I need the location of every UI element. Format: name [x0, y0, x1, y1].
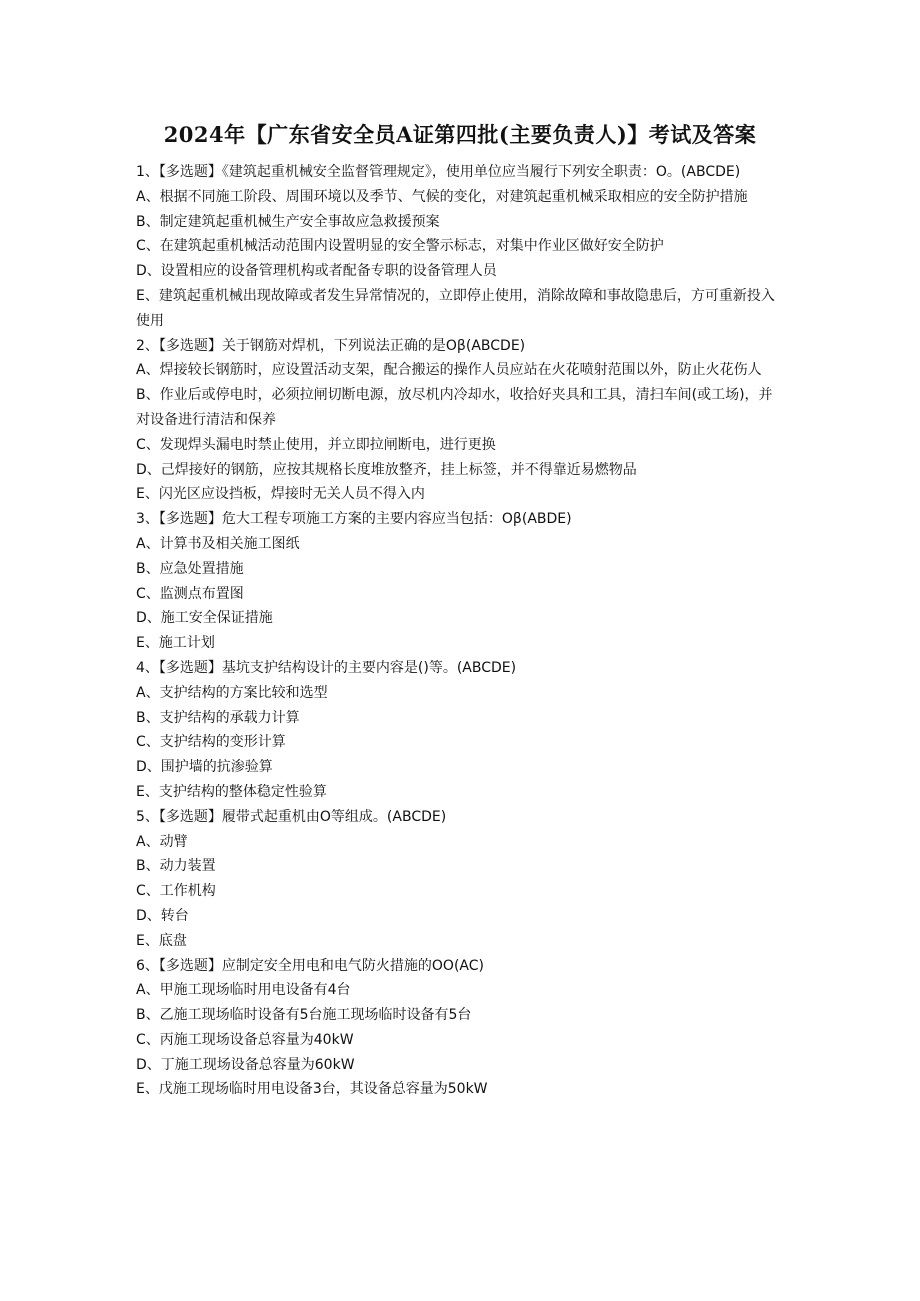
document-title: 2024年【广东省安全员A证第四批(主要负责人)】考试及答案: [163, 122, 757, 147]
question-5: [136, 805, 784, 954]
option-b: B、支护结构的承载力计算: [136, 709, 300, 726]
option-a: A、焊接较长钢筋时，应设置活动支架，配合搬运的操作人员应站在火花喷射范围以外，防止火花伤人: [136, 362, 762, 379]
question-6: [136, 954, 784, 1103]
option-a: A、动臂: [136, 833, 188, 850]
option-b: B、应急处置措施: [136, 560, 244, 577]
question-2: [136, 334, 784, 508]
option-c: C、监测点布置图: [136, 585, 244, 602]
question-list: [136, 160, 784, 1102]
question-head: 4、【多选题】基坑支护结构设计的主要内容是()等。(ABCDE): [136, 659, 517, 676]
question-head: 3、【多选题】危大工程专项施工方案的主要内容应当包括：Oβ(ABDE): [136, 511, 572, 528]
option-e: E、支护结构的整体稳定性验算: [136, 783, 327, 800]
option-b: B、制定建筑起重机械生产安全事故应急救援预案: [136, 213, 440, 230]
question-head: 6、【多选题】应制定安全用电和电气防火措施的OO(AC): [136, 957, 484, 974]
option-c: C、丙施工现场设备总容量为40kW: [136, 1031, 354, 1048]
option-d: D、转台: [136, 907, 189, 924]
option-d: D、施工安全保证措施: [136, 610, 273, 627]
question-1: [136, 160, 784, 334]
option-d: D、己焊接好的钢筋，应按其规格长度堆放整齐，挂上标签，并不得靠近易燃物品: [136, 461, 637, 478]
option-c: C、在建筑起重机械活动范围内设置明显的安全警示标志，对集中作业区做好安全防护: [136, 238, 664, 255]
option-e: E、施工计划: [136, 635, 215, 652]
question-head: 5、【多选题】履带式起重机由O等组成。(ABCDE): [136, 808, 447, 825]
option-e: E、戊施工现场临时用电设备3台，其设备总容量为50kW: [136, 1081, 488, 1098]
option-c: C、工作机构: [136, 883, 216, 900]
option-e: E、闪光区应设挡板，焊接时无关人员不得入内: [136, 486, 425, 503]
option-a: A、计算书及相关施工图纸: [136, 535, 300, 552]
option-d: D、丁施工现场设备总容量为60kW: [136, 1056, 355, 1073]
option-a: A、根据不同施工阶段、周围环境以及季节、气候的变化，对建筑起重机械采取相应的安全防护措施: [136, 188, 748, 205]
option-e: E、建筑起重机械出现故障或者发生异常情况的，立即停止使用，消除故障和事故隐患后，方可重新投入使用: [136, 287, 775, 329]
option-b: B、作业后或停电时，必须拉闸切断电源，放尽机内冷却水，收拾好夹具和工具，清扫车间(或工场)，并对设备进行清洁和保养: [136, 387, 773, 428]
option-b: B、动力装置: [136, 858, 216, 875]
question-4: [136, 656, 784, 805]
option-a: A、支护结构的方案比较和选型: [136, 684, 328, 701]
option-c: C、支护结构的变形计算: [136, 734, 286, 751]
option-d: D、设置相应的设备管理机构或者配备专职的设备管理人员: [136, 263, 497, 280]
option-c: C、发现焊头漏电时禁止使用，并立即拉闸断电，进行更换: [136, 436, 496, 453]
question-head: 1、【多选题】《建筑起重机械安全监督管理规定》，使用单位应当履行下列安全职责：O。(ABCDE): [136, 164, 741, 180]
option-d: D、围护墙的抗渗验算: [136, 759, 273, 776]
option-a: A、甲施工现场临时用电设备有4台: [136, 982, 351, 999]
option-e: E、底盘: [136, 932, 187, 949]
option-b: B、乙施工现场临时设备有5台施工现场临时设备有5台: [136, 1007, 472, 1024]
question-3: [136, 507, 784, 656]
question-head: 2、【多选题】关于钢筋对焊机，下列说法正确的是Oβ(ABCDE): [136, 337, 526, 354]
